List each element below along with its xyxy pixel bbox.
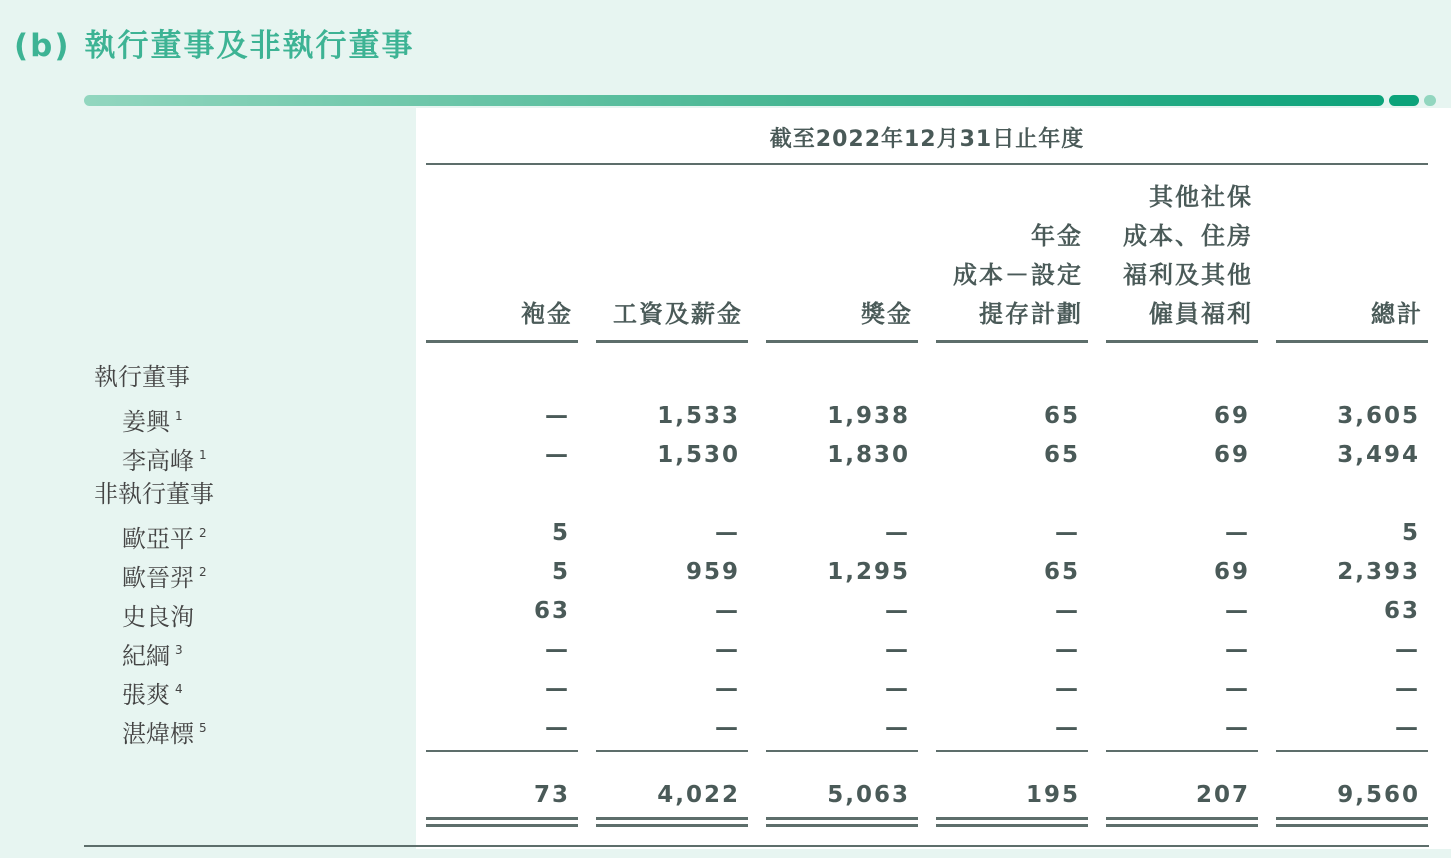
total-double-rule bbox=[936, 824, 1088, 827]
total-cell: 207 bbox=[1195, 782, 1250, 808]
total-double-rule bbox=[1276, 817, 1428, 820]
table-cell: 69 bbox=[1213, 559, 1250, 585]
total-double-rule bbox=[426, 817, 578, 820]
table-cell: 1,533 bbox=[657, 403, 740, 429]
table-cell: — bbox=[545, 637, 570, 663]
table-cell: — bbox=[1055, 520, 1080, 546]
director-name: 歐亞平 $^2$ bbox=[122, 525, 207, 553]
table-cell: — bbox=[1225, 676, 1250, 702]
column-rule bbox=[1276, 340, 1428, 343]
table-cell: 69 bbox=[1213, 403, 1250, 429]
director-name: 紀綱 $^3$ bbox=[122, 642, 183, 670]
table-cell: — bbox=[715, 676, 740, 702]
table-cell: 959 bbox=[685, 559, 740, 585]
group-label-executive: 執行董事 bbox=[94, 363, 190, 391]
total-cell: 73 bbox=[533, 782, 570, 808]
table-cell: 2,393 bbox=[1337, 559, 1420, 585]
column-rule bbox=[766, 340, 918, 343]
table-cell: — bbox=[1225, 598, 1250, 624]
table-cell: 63 bbox=[533, 598, 570, 624]
period-rule bbox=[426, 163, 1428, 165]
director-name: 史良洵 bbox=[122, 603, 194, 631]
column-header-bonus: 獎金 bbox=[861, 300, 913, 328]
total-double-rule bbox=[936, 817, 1088, 820]
director-name: 姜興 $^1$ bbox=[122, 408, 183, 436]
subtotal-rule bbox=[1276, 750, 1428, 752]
table-cell: 3,605 bbox=[1337, 403, 1420, 429]
total-cell: 195 bbox=[1025, 782, 1080, 808]
total-double-rule bbox=[1276, 824, 1428, 827]
total-double-rule bbox=[426, 824, 578, 827]
total-double-rule bbox=[1106, 817, 1258, 820]
subtotal-rule bbox=[936, 750, 1088, 752]
group-label-non-executive: 非執行董事 bbox=[94, 480, 214, 508]
table-cell: 69 bbox=[1213, 442, 1250, 468]
table-cell: 5 bbox=[551, 520, 570, 546]
total-cell: 5,063 bbox=[827, 782, 910, 808]
director-name: 湛煒標 $^5$ bbox=[122, 720, 207, 748]
table-cell: 1,830 bbox=[827, 442, 910, 468]
table-cell: — bbox=[885, 676, 910, 702]
table-cell: — bbox=[885, 637, 910, 663]
total-cell: 9,560 bbox=[1337, 782, 1420, 808]
table-cell: — bbox=[545, 715, 570, 741]
table-cell: — bbox=[715, 715, 740, 741]
period-header: 截至2022年12月31日止年度 bbox=[769, 127, 1085, 152]
table-cell: 1,295 bbox=[827, 559, 910, 585]
section-title: 執行董事及非執行董事 bbox=[84, 28, 415, 64]
total-cell: 4,022 bbox=[657, 782, 740, 808]
director-name: 歐晉羿 $^2$ bbox=[122, 564, 207, 592]
table-cell: — bbox=[1055, 598, 1080, 624]
table-cell: — bbox=[1395, 715, 1420, 741]
table-cell: — bbox=[885, 598, 910, 624]
table-cell: — bbox=[1055, 637, 1080, 663]
table-cell: — bbox=[1395, 676, 1420, 702]
subtotal-rule bbox=[1106, 750, 1258, 752]
total-double-rule bbox=[596, 824, 748, 827]
table-cell: — bbox=[545, 403, 570, 429]
section-heading bbox=[14, 20, 415, 65]
table-cell: 65 bbox=[1043, 559, 1080, 585]
table-cell: — bbox=[885, 715, 910, 741]
table-cell: 3,494 bbox=[1337, 442, 1420, 468]
table-cell: — bbox=[1395, 637, 1420, 663]
decorative-bar bbox=[84, 95, 1384, 106]
table-cell: — bbox=[715, 520, 740, 546]
total-double-rule bbox=[766, 817, 918, 820]
total-double-rule bbox=[1106, 824, 1258, 827]
total-double-rule bbox=[766, 824, 918, 827]
director-name: 李高峰 $^1$ bbox=[122, 447, 207, 475]
table-cell: — bbox=[545, 676, 570, 702]
total-double-rule bbox=[596, 817, 748, 820]
section-index: (b) bbox=[14, 28, 71, 64]
column-rule bbox=[936, 340, 1088, 343]
subtotal-rule bbox=[426, 750, 578, 752]
subtotal-rule bbox=[596, 750, 748, 752]
table-cell: 5 bbox=[551, 559, 570, 585]
column-header-fees: 袍金 bbox=[521, 300, 573, 328]
table-bottom-rule bbox=[84, 845, 1429, 847]
column-header-total: 總計 bbox=[1371, 300, 1423, 328]
table-cell: 65 bbox=[1043, 403, 1080, 429]
column-rule bbox=[1106, 340, 1258, 343]
table-cell: — bbox=[545, 442, 570, 468]
table-cell: — bbox=[1055, 676, 1080, 702]
decorative-pill bbox=[1389, 95, 1419, 106]
table-cell: — bbox=[715, 637, 740, 663]
table-cell: — bbox=[885, 520, 910, 546]
decorative-dot bbox=[1424, 95, 1436, 106]
column-rule bbox=[596, 340, 748, 343]
column-header-salaries: 工資及薪金 bbox=[613, 300, 743, 328]
column-header-social-security: 其他社保 成本、住房 福利及其他 僱員福利 bbox=[1123, 183, 1253, 328]
subtotal-rule bbox=[766, 750, 918, 752]
table-cell: 5 bbox=[1401, 520, 1420, 546]
table-cell: — bbox=[1225, 637, 1250, 663]
director-name: 張爽 $^4$ bbox=[122, 681, 183, 709]
column-header-pension: 年金 成本－設定 提存計劃 bbox=[953, 222, 1083, 328]
table-cell: — bbox=[1055, 715, 1080, 741]
table-cell: — bbox=[1225, 715, 1250, 741]
table-cell: — bbox=[1225, 520, 1250, 546]
table-cell: 65 bbox=[1043, 442, 1080, 468]
table-cell: 63 bbox=[1383, 598, 1420, 624]
column-rule bbox=[426, 340, 578, 343]
table-cell: — bbox=[715, 598, 740, 624]
table-cell: 1,938 bbox=[827, 403, 910, 429]
table-cell: 1,530 bbox=[657, 442, 740, 468]
